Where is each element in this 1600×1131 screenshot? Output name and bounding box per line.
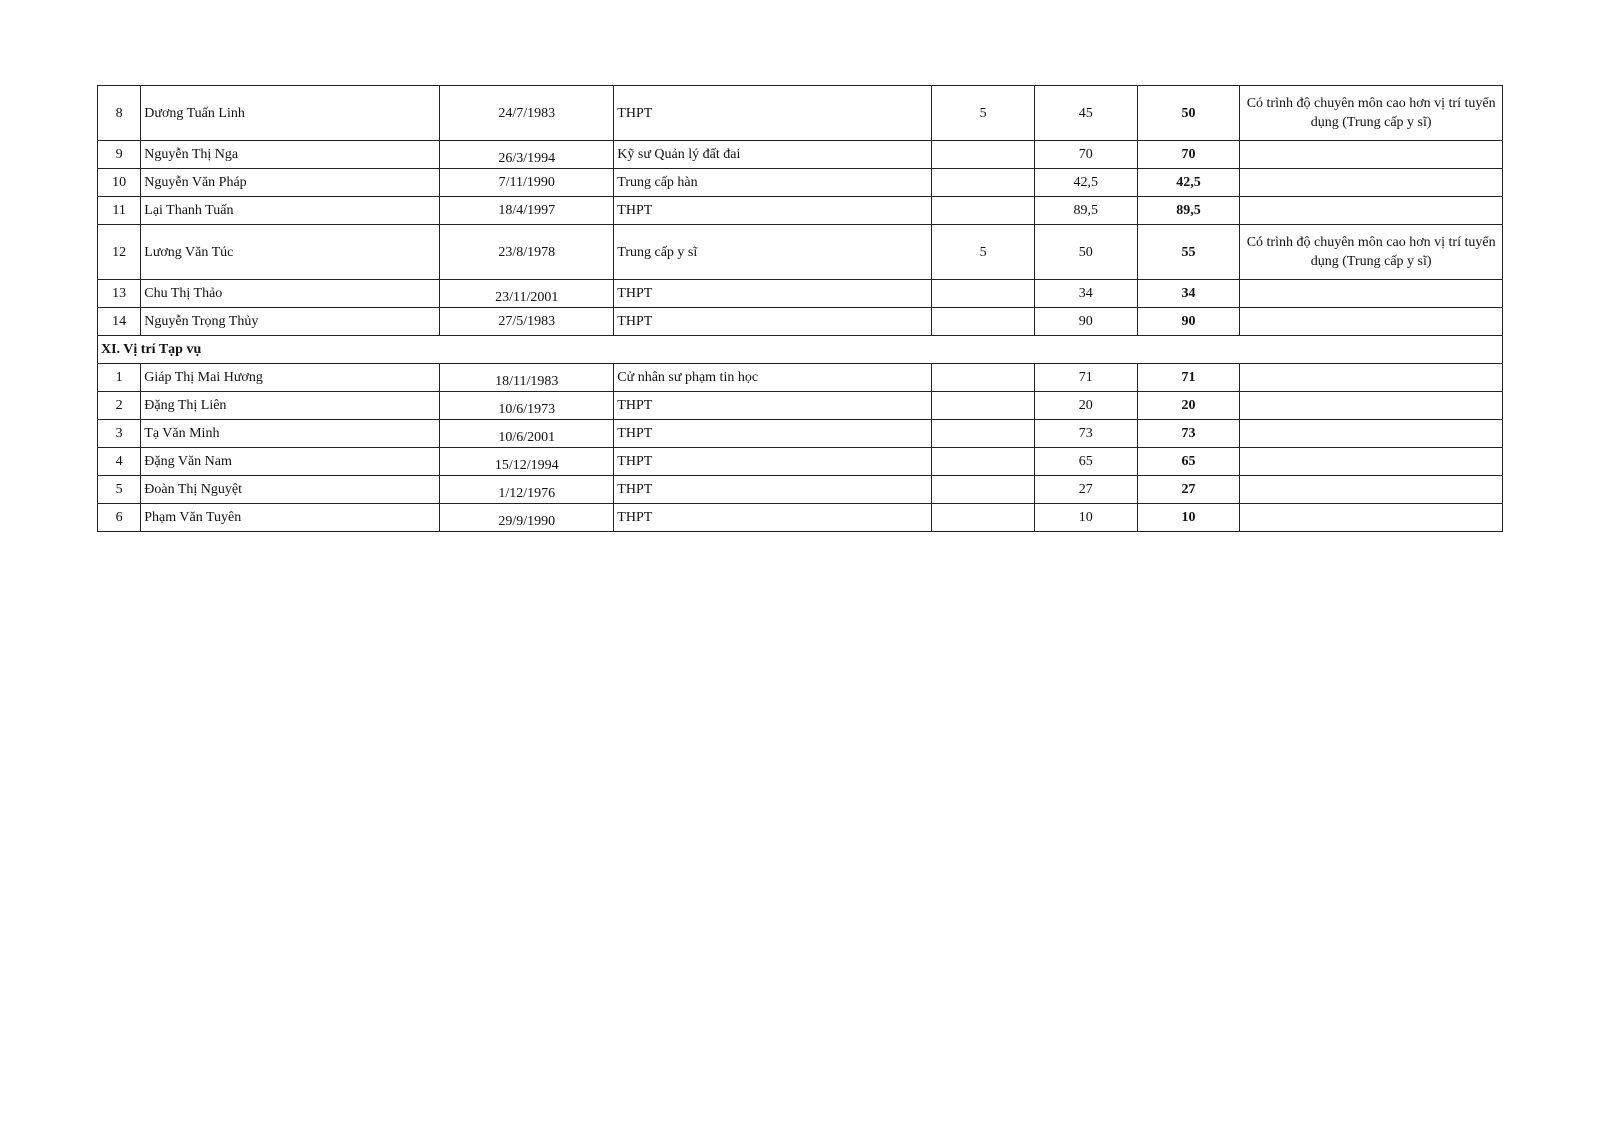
- bonus-points-cell: 5: [932, 225, 1035, 280]
- candidate-name-cell: Lương Văn Túc: [141, 225, 440, 280]
- date-of-birth-cell: [440, 308, 614, 336]
- exam-score-cell: 20: [1034, 392, 1137, 420]
- date-of-birth-cell: [440, 86, 614, 141]
- note-cell: [1240, 141, 1503, 169]
- qualification-cell: THPT: [614, 280, 932, 308]
- note-cell: [1240, 364, 1503, 392]
- bonus-points-cell: [932, 197, 1035, 225]
- row-number-cell: 1: [98, 364, 141, 392]
- exam-score-cell: 65: [1034, 448, 1137, 476]
- total-score-cell: 20: [1137, 392, 1240, 420]
- table-row: [98, 420, 1503, 448]
- date-of-birth: 10/6/1973: [498, 402, 556, 417]
- qualification-cell: THPT: [614, 308, 932, 336]
- candidate-name-cell: Đặng Văn Nam: [141, 448, 440, 476]
- exam-score-cell: 42,5: [1034, 169, 1137, 197]
- date-of-birth: 7/11/1990: [498, 175, 555, 190]
- table-row: [98, 86, 1503, 141]
- row-number-cell: 6: [98, 504, 141, 532]
- date-of-birth: 29/9/1990: [498, 514, 556, 529]
- date-of-birth-cell: [440, 280, 614, 308]
- total-score-cell: 89,5: [1137, 197, 1240, 225]
- date-of-birth: 15/12/1994: [494, 458, 559, 473]
- note-cell: [1240, 504, 1503, 532]
- date-of-birth-cell: [440, 141, 614, 169]
- total-score-cell: 34: [1137, 280, 1240, 308]
- qualification-cell: THPT: [614, 476, 932, 504]
- exam-score-cell: 71: [1034, 364, 1137, 392]
- table-row: [98, 448, 1503, 476]
- bonus-points-cell: [932, 169, 1035, 197]
- date-of-birth: 10/6/2001: [498, 430, 556, 445]
- total-score-cell: 71: [1137, 364, 1240, 392]
- note-cell: Có trình độ chuyên môn cao hơn vị trí tuyển dụng (Trung cấp y sĩ): [1240, 225, 1503, 280]
- table-body-top: [98, 86, 1503, 336]
- date-of-birth: 24/7/1983: [498, 105, 556, 121]
- candidate-name-cell: Giáp Thị Mai Hương: [141, 364, 440, 392]
- date-of-birth: 1/12/1976: [498, 486, 556, 501]
- table-row: [98, 476, 1503, 504]
- bonus-points-cell: [932, 476, 1035, 504]
- candidate-name-cell: Tạ Văn Minh: [141, 420, 440, 448]
- total-score-cell: 90: [1137, 308, 1240, 336]
- row-number-cell: 12: [98, 225, 141, 280]
- note-cell: [1240, 197, 1503, 225]
- table-row: [98, 280, 1503, 308]
- row-number-cell: 14: [98, 308, 141, 336]
- row-number-cell: 3: [98, 420, 141, 448]
- table-row: [98, 141, 1503, 169]
- row-number-cell: 11: [98, 197, 141, 225]
- candidate-name-cell: Chu Thị Thảo: [141, 280, 440, 308]
- date-of-birth: 23/8/1978: [498, 244, 556, 260]
- candidate-name-cell: Nguyễn Trọng Thủy: [141, 308, 440, 336]
- note-cell: [1240, 308, 1503, 336]
- total-score-cell: 10: [1137, 504, 1240, 532]
- qualification-cell: Cử nhân sư phạm tin học: [614, 364, 932, 392]
- table-row: [98, 504, 1503, 532]
- total-score-cell: 70: [1137, 141, 1240, 169]
- date-of-birth-cell: [440, 392, 614, 420]
- date-of-birth: 23/11/2001: [495, 290, 559, 305]
- bonus-points-cell: [932, 364, 1035, 392]
- row-number-cell: 10: [98, 169, 141, 197]
- total-score-cell: 27: [1137, 476, 1240, 504]
- exam-score-cell: 50: [1034, 225, 1137, 280]
- qualification-cell: Trung cấp hàn: [614, 169, 932, 197]
- row-number-cell: 8: [98, 86, 141, 141]
- bonus-points-cell: 5: [932, 86, 1035, 141]
- note-cell: [1240, 169, 1503, 197]
- table-row: [98, 197, 1503, 225]
- date-of-birth-cell: [440, 504, 614, 532]
- note-cell: [1240, 420, 1503, 448]
- date-of-birth: 27/5/1983: [498, 314, 556, 329]
- exam-score-cell: 89,5: [1034, 197, 1137, 225]
- qualification-cell: THPT: [614, 86, 932, 141]
- table-row: [98, 364, 1503, 392]
- note-cell: Có trình độ chuyên môn cao hơn vị trí tuyển dụng (Trung cấp y sĩ): [1240, 86, 1503, 141]
- date-of-birth-cell: [440, 225, 614, 280]
- bonus-points-cell: [932, 308, 1035, 336]
- date-of-birth-cell: [440, 476, 614, 504]
- qualification-cell: THPT: [614, 420, 932, 448]
- date-of-birth-cell: [440, 420, 614, 448]
- candidate-name-cell: Nguyễn Văn Pháp: [141, 169, 440, 197]
- date-of-birth: 26/3/1994: [498, 151, 556, 166]
- candidate-name-cell: Phạm Văn Tuyên: [141, 504, 440, 532]
- total-score-cell: 55: [1137, 225, 1240, 280]
- date-of-birth: 18/4/1997: [498, 203, 556, 218]
- note-cell: [1240, 392, 1503, 420]
- table-row: [98, 308, 1503, 336]
- bonus-points-cell: [932, 504, 1035, 532]
- table-row: [98, 225, 1503, 280]
- results-table: [97, 85, 1503, 532]
- section-title: XI. Vị trí Tạp vụ: [98, 336, 1503, 364]
- note-cell: [1240, 280, 1503, 308]
- qualification-cell: Trung cấp y sĩ: [614, 225, 932, 280]
- note-cell: [1240, 476, 1503, 504]
- table-row: [98, 392, 1503, 420]
- bonus-points-cell: [932, 448, 1035, 476]
- note-cell: [1240, 448, 1503, 476]
- qualification-cell: THPT: [614, 448, 932, 476]
- bonus-points-cell: [932, 420, 1035, 448]
- exam-score-cell: 45: [1034, 86, 1137, 141]
- candidate-name-cell: Nguyễn Thị Nga: [141, 141, 440, 169]
- row-number-cell: 5: [98, 476, 141, 504]
- total-score-cell: 73: [1137, 420, 1240, 448]
- total-score-cell: 42,5: [1137, 169, 1240, 197]
- qualification-cell: Kỹ sư Quản lý đất đai: [614, 141, 932, 169]
- candidate-name-cell: Dương Tuấn Linh: [141, 86, 440, 141]
- exam-score-cell: 90: [1034, 308, 1137, 336]
- total-score-cell: 65: [1137, 448, 1240, 476]
- date-of-birth-cell: [440, 197, 614, 225]
- qualification-cell: THPT: [614, 504, 932, 532]
- exam-score-cell: 34: [1034, 280, 1137, 308]
- exam-score-cell: 70: [1034, 141, 1137, 169]
- bonus-points-cell: [932, 141, 1035, 169]
- row-number-cell: 2: [98, 392, 141, 420]
- section-header: [98, 336, 1503, 364]
- total-score-cell: 50: [1137, 86, 1240, 141]
- table-row: [98, 169, 1503, 197]
- row-number-cell: 9: [98, 141, 141, 169]
- exam-score-cell: 27: [1034, 476, 1137, 504]
- bonus-points-cell: [932, 280, 1035, 308]
- date-of-birth-cell: [440, 448, 614, 476]
- date-of-birth-cell: [440, 169, 614, 197]
- date-of-birth-cell: [440, 364, 614, 392]
- table-body-bottom: [98, 364, 1503, 532]
- row-number-cell: 13: [98, 280, 141, 308]
- qualification-cell: THPT: [614, 392, 932, 420]
- candidate-name-cell: Lại Thanh Tuấn: [141, 197, 440, 225]
- exam-score-cell: 10: [1034, 504, 1137, 532]
- bonus-points-cell: [932, 392, 1035, 420]
- date-of-birth: 18/11/1983: [495, 374, 559, 389]
- exam-score-cell: 73: [1034, 420, 1137, 448]
- row-number-cell: 4: [98, 448, 141, 476]
- section-row: [98, 336, 1503, 364]
- qualification-cell: THPT: [614, 197, 932, 225]
- candidate-name-cell: Đoàn Thị Nguyệt: [141, 476, 440, 504]
- candidate-name-cell: Đặng Thị Liên: [141, 392, 440, 420]
